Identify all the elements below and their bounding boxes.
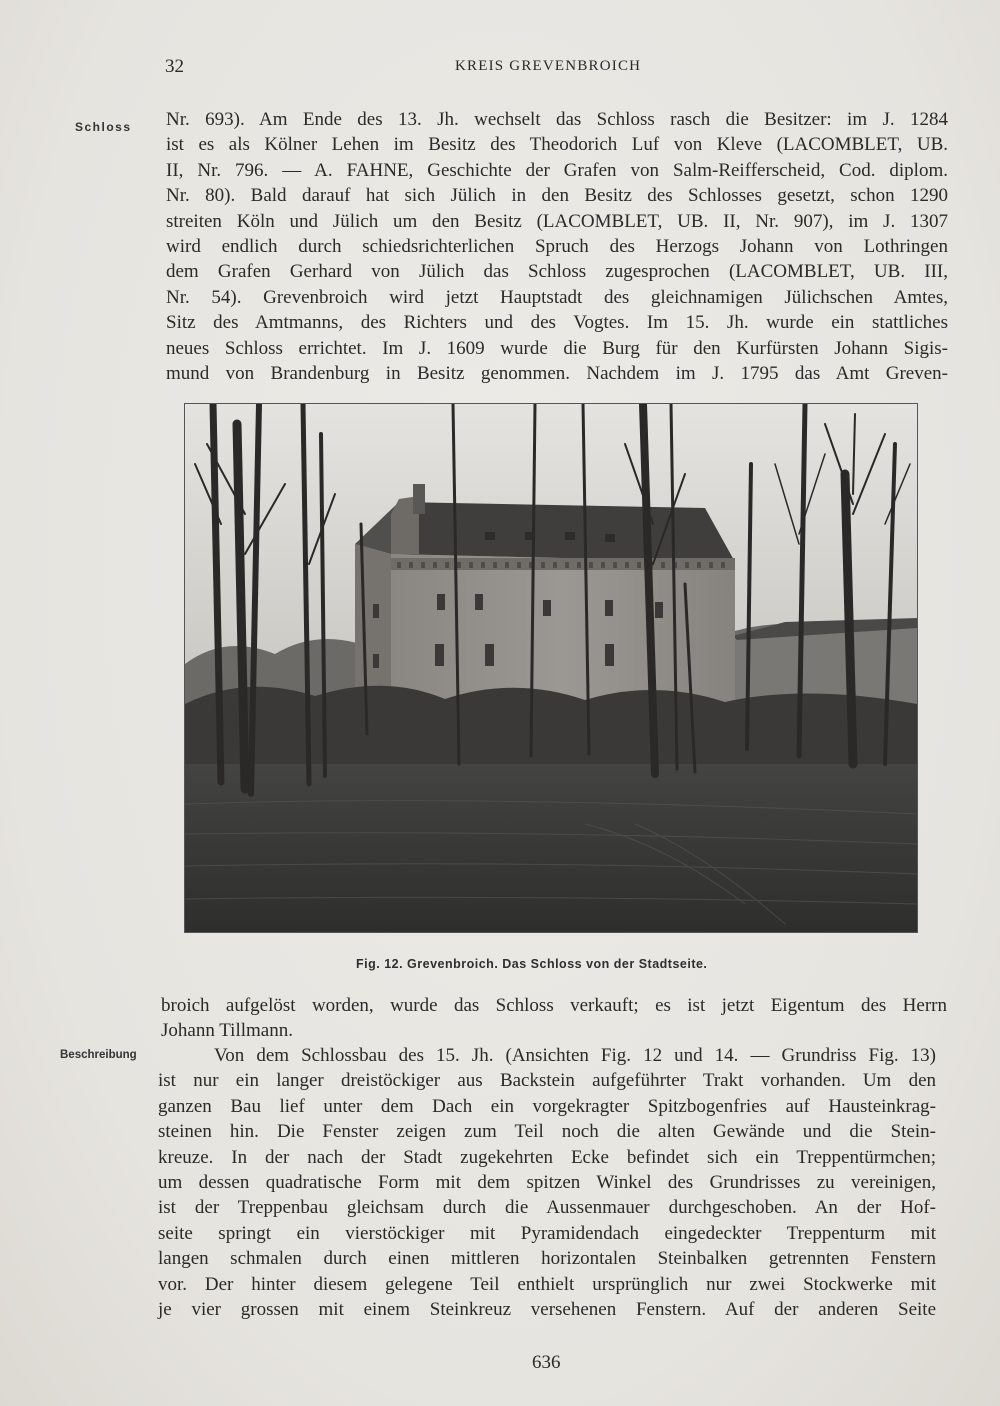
text-line: kreuze. In der nach der Stadt zugekehrten Ecke befindet sich ein Treppentürmchen; — [158, 1146, 936, 1168]
paragraph-ownership — [161, 993, 947, 1044]
text-line: Von dem Schlossbau des 15. Jh. (Ansichten Fig. 12 und 14. — Grundriss Fig. 13) — [214, 1045, 936, 1066]
castle-photograph — [184, 403, 918, 933]
text-line: Nr. 80). Bald darauf hat sich Jülich in den Besitz des Schlosses gesetzt, schon 1290 — [166, 185, 948, 207]
figure-caption: Fig. 12. Grevenbroich. Das Schloss von der Stadtseite. — [356, 957, 708, 971]
paragraph-description — [158, 1043, 936, 1322]
text-line: Nr. 693). Am Ende des 13. Jh. wechselt das Schloss rasch die Besitzer: im J. 1284 — [166, 109, 948, 130]
running-head — [165, 56, 955, 80]
margin-note-beschreibung: Beschreibung — [60, 1049, 137, 1061]
text-line: dem Grafen Gerhard von Jülich das Schloss zugesprochen (LACOMBLET, UB. III, — [166, 261, 948, 283]
paragraph-history — [166, 107, 948, 386]
text-line: langen schmalen durch einen mittleren horizontalen Steinbalken getrennten Fenstern — [158, 1248, 936, 1270]
text-line: je vier grossen mit einem Steinkreuz versehenen Fenstern. Auf der anderen Seite — [158, 1298, 936, 1320]
text-line: II, Nr. 796. — A. FAHNE, Geschichte der Grafen von Salm-Reifferscheid, Cod. diplom. — [166, 159, 948, 181]
page-number-top: 32 — [165, 56, 184, 77]
text-line: um dessen quadratische Form mit dem spitzen Winkel des Grundrisses zu vereinigen, — [158, 1171, 936, 1193]
text-line: broich aufgelöst worden, wurde das Schloss verkauft; es ist jetzt Eigentum des Herrn — [161, 995, 947, 1016]
text-line: ist der Treppenbau gleichsam durch die Aussenmauer durchgeschoben. An der Hof- — [158, 1197, 936, 1219]
text-line: seite springt ein vierstöckiger mit Pyramidendach eingedeckter Treppenturm mit — [158, 1222, 936, 1244]
text-line: streiten Köln und Jülich um den Besitz (LACOMBLET, UB. II, Nr. 907), im J. 1307 — [166, 210, 948, 232]
text-line: wird endlich durch schiedsrichterlichen Spruch des Herzogs Johann von Lothringen — [166, 235, 948, 257]
text-line: steinen hin. Die Fenster zeigen zum Teil noch die alten Gewände und die Stein- — [158, 1121, 936, 1143]
running-title: KREIS GREVENBROICH — [455, 58, 642, 74]
text-line: ist es als Kölner Lehen im Besitz des Theodorich Luf von Kleve (LACOMBLET, UB. — [166, 134, 948, 156]
text-line: Sitz des Amtmanns, des Richters und des Vogtes. Im 15. Jh. wurde ein stattliches — [166, 312, 948, 334]
text-line: neues Schloss errichtet. Im J. 1609 wurde die Burg für den Kurfürsten Johann Sigis- — [166, 337, 948, 359]
margin-note-schloss: Schloss — [75, 120, 132, 134]
text-line: ist nur ein langer dreistöckiger aus Backstein aufgeführter Trakt vorhanden. Um den — [158, 1070, 936, 1092]
text-line: ganzen Bau lief unter dem Dach ein vorgekragter Spitzbogenfries auf Hausteinkrag- — [158, 1095, 936, 1117]
text-line: Nr. 54). Grevenbroich wird jetzt Hauptstadt des gleichnamigen Jülichschen Amtes, — [166, 286, 948, 308]
page-number-bottom: 636 — [532, 1352, 561, 1373]
text-line: mund von Brandenburg in Besitz genommen. Nachdem im J. 1795 das Amt Greven- — [166, 362, 948, 384]
text-line: vor. Der hinter diesem gelegene Teil enthielt ursprünglich nur zwei Stockwerke mit — [158, 1273, 936, 1295]
text-line: Johann Tillmann. — [161, 1020, 293, 1042]
